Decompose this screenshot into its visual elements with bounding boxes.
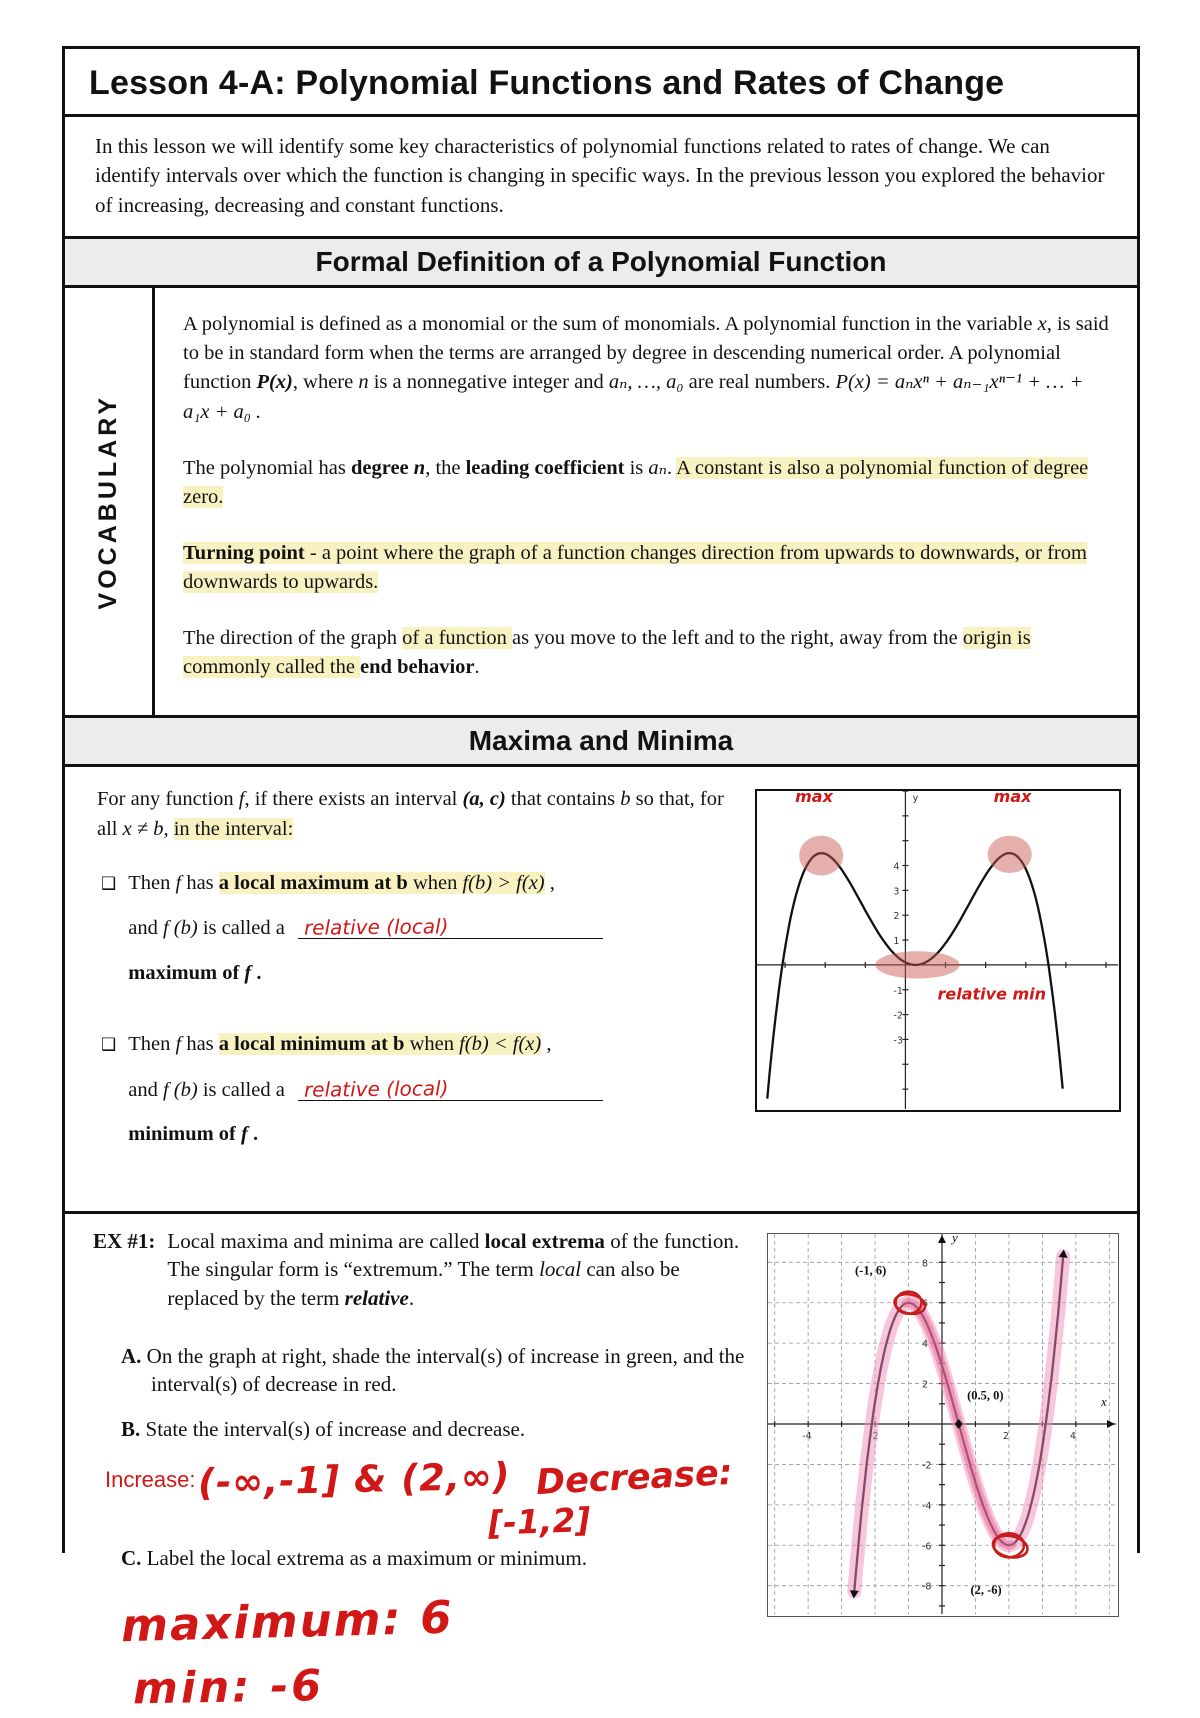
graph-annotation: x (1100, 1393, 1107, 1409)
maxima-minima-section (65, 767, 1137, 1211)
graph-annotation: (2, -6) (970, 1582, 1002, 1597)
tick-label: 2 (893, 911, 900, 923)
checkbox-icon: ❑ (101, 1034, 117, 1055)
red-highlighter-blob (799, 836, 843, 876)
graph-annotation: (-1, 6) (855, 1263, 887, 1278)
constant-highlight: A constant is also a polynomial function of degree zero. (183, 456, 1089, 508)
maxima-minima-graph (755, 789, 1121, 1112)
local-min-end-line: minimum of f . (128, 1123, 259, 1146)
graph-annotation: (0.5, 0) (967, 1388, 1004, 1403)
x-axis-arrow (1107, 1420, 1115, 1428)
vocab-paragraph-turning-point: Turning point - a point where the graph of a function changes direction from upwards to downwards, or from downwards to upwards. (183, 541, 1087, 593)
tick-label: 1 (893, 936, 900, 948)
tick-label: -1 (893, 986, 903, 998)
example-1-heading (93, 1227, 753, 1312)
local-minimum-bullet (97, 1030, 731, 1165)
end-behavior-term: end behavior (360, 656, 475, 679)
section-header-formal-definition: Formal Definition of a Polynomial Function (65, 236, 1137, 288)
example-1-paragraph: Local maxima and minima are called local extrema of the function. The singular form is “extremum.” The term local can also be replaced by the term relative. (167, 1229, 740, 1310)
answer-blank-maximum (298, 913, 603, 939)
local-min-called-line: and f (b) is called a relative (local) (128, 1075, 731, 1106)
tick-label: 8 (922, 1258, 929, 1270)
graph-annotation: y (912, 793, 919, 805)
tick-label: 4 (893, 861, 900, 873)
tick-label: -2 (893, 1010, 903, 1022)
graph-annotation: y (952, 1234, 958, 1246)
tick-label: -2 (922, 1460, 932, 1472)
local-max-line: Then f has a local maximum at b when f(b) > f(x) , (128, 871, 555, 894)
tick-label: -2 (869, 1431, 879, 1443)
section-header-maxima-minima: Maxima and Minima (65, 715, 1137, 767)
tick-label: 2 (1002, 1431, 1009, 1443)
tick-label: -3 (893, 1035, 903, 1047)
minimum-answer: min: -6 (132, 1660, 325, 1715)
item-a: A. On the graph at right, shade the interval(s) of increase in green, and the interval(s) of decrease in red. (121, 1344, 745, 1397)
answer-blank-minimum (298, 1075, 603, 1101)
vocab-paragraph-end-behavior: The direction of the graph of a function as you move to the left and to the right, away from the origin is commonly called the end behavior. (183, 627, 1031, 679)
local-max-called-line: and f (b) is called a relative (local) (128, 913, 731, 944)
example-1-plot (768, 1234, 1116, 1614)
maxima-minima-text (97, 785, 755, 1191)
increase-answer: (-∞,-1] & (2,∞) (197, 1454, 511, 1505)
vocab-paragraph-degree: The polynomial has degree n, the leading coefficient is aₙ. A constant is also a polynomial function of degree zero. (183, 456, 1089, 508)
checkbox-icon: ❑ (101, 873, 117, 894)
tick-label: -6 (922, 1541, 932, 1553)
title-row (65, 49, 1137, 117)
intro-paragraph (65, 117, 1137, 236)
graph-annotation: max (993, 791, 1032, 807)
increase-label: Increase: (105, 1467, 196, 1493)
vocabulary-sidebar (65, 288, 155, 715)
local-maximum-bullet (97, 869, 731, 1004)
item-c: C. Label the local extrema as a maximum or minimum. (121, 1545, 587, 1570)
maxima-minima-plot (757, 791, 1118, 1109)
decrease-answer: [-1,2] (487, 1500, 592, 1543)
red-highlighter-blob (875, 952, 959, 979)
tick-label: 2 (922, 1379, 929, 1391)
handwritten-relative-local: relative (local) (303, 914, 449, 941)
local-extrema-term: local extrema (484, 1229, 605, 1254)
vocab-paragraph-polynomial-definition: A polynomial is defined as a monomial or the sum of monomials. A polynomial function in the variable x, is said to be in standard form when the terms are arranged by degree in descending numerical order. A polynomial function P(x), where n is a nonnegative integer and aₙ, …, a₀ are real numbers. P(x) = aₙxⁿ + aₙ₋₁xⁿ⁻¹ + … + a₁x + a₀ . (183, 313, 1109, 423)
tick-label: 4 (1069, 1431, 1076, 1443)
worksheet-page (62, 46, 1140, 1715)
vocabulary-content (155, 288, 1137, 715)
maxima-intro: For any function f, if there exists an interval (a, c) that contains b so that, for all x ≠ b, in the interval: (97, 788, 724, 840)
example-1-section (65, 1211, 1137, 1713)
tick-label: 6 (922, 1298, 929, 1310)
vocabulary-section (65, 288, 1137, 715)
tick-label: 3 (893, 886, 900, 898)
example-1-label: EX #1: (93, 1229, 156, 1254)
tick-label: 4 (922, 1339, 929, 1351)
local-min-line: Then f has a local minimum at b when f(b) < f(x) , (128, 1032, 552, 1055)
turning-point-term: Turning point (183, 541, 305, 564)
item-b: B. State the interval(s) of increase and decrease. (121, 1416, 526, 1441)
example-1-graph (767, 1233, 1119, 1617)
local-max-end-line: maximum of f . (128, 962, 262, 985)
decrease-label: Decrease: (535, 1452, 734, 1504)
tick-label: -4 (802, 1431, 812, 1443)
red-highlighter-blob (988, 836, 1032, 873)
maximum-answer: maximum: 6 (120, 1590, 455, 1653)
vocabulary-label: VOCABULARY (94, 393, 122, 610)
tick-label: -4 (922, 1500, 932, 1512)
y-axis-arrow (938, 1235, 946, 1243)
tick-label: -8 (922, 1581, 932, 1593)
page-title: Lesson 4-A: Polynomial Functions and Rates of Change (89, 64, 1005, 102)
graph-annotation: max (795, 791, 833, 807)
intro-text: In this lesson we will identify some key characteristics of polynomial functions related to rates of change. We can identify intervals over which the function is changing in specific ways. In the previous lesson you explored the behavior of increasing, decreasing and constant functions. (95, 134, 1105, 217)
example-1-text (93, 1227, 767, 1713)
graph-annotation: relative min (937, 984, 1047, 1004)
handwritten-relative-local: relative (local) (303, 1075, 449, 1102)
